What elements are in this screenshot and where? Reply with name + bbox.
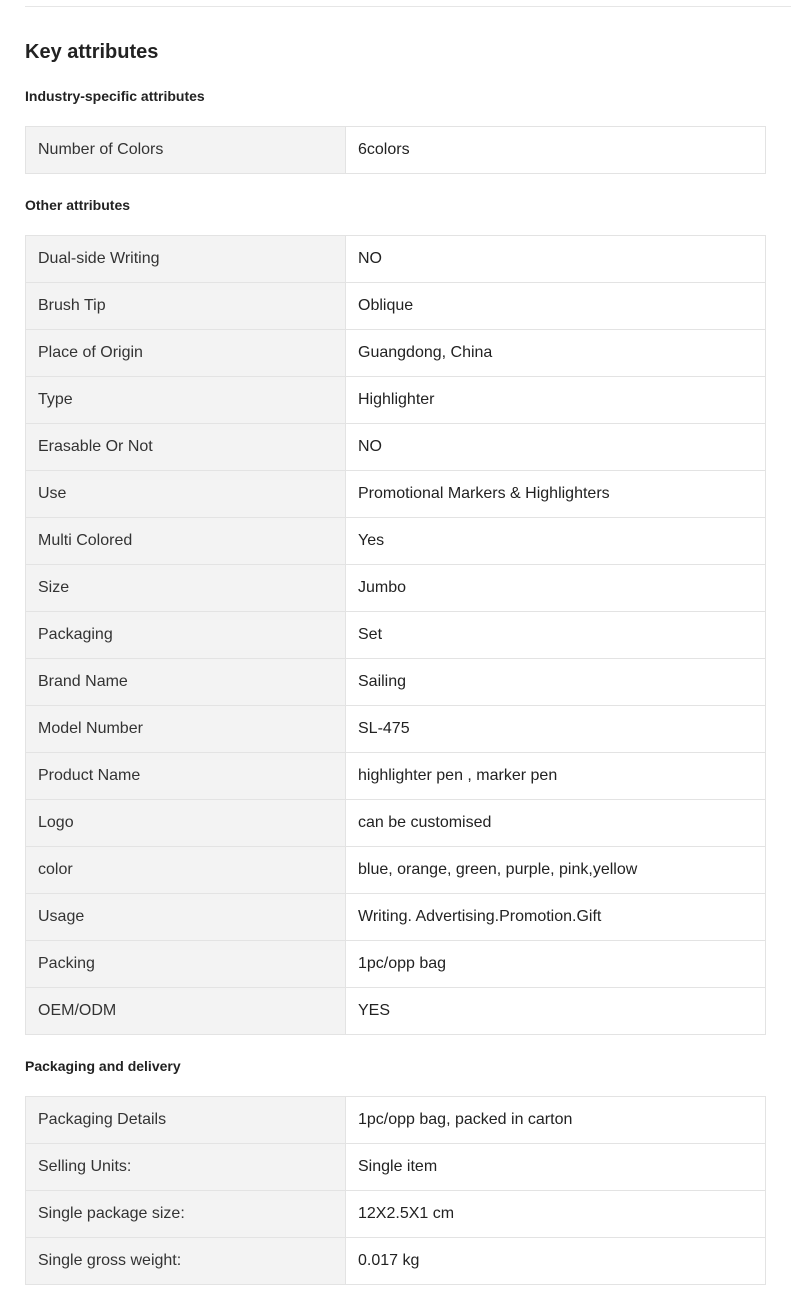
attribute-value: 6colors — [346, 127, 766, 174]
attribute-name: Packaging Details — [26, 1097, 346, 1144]
attribute-value: 0.017 kg — [346, 1238, 766, 1285]
attribute-name: Number of Colors — [26, 127, 346, 174]
attribute-name: Product Name — [26, 753, 346, 800]
attribute-value: Yes — [346, 518, 766, 565]
attribute-value: highlighter pen , marker pen — [346, 753, 766, 800]
attribute-row — [26, 1144, 766, 1191]
attribute-name: Size — [26, 565, 346, 612]
attribute-name: Dual-side Writing — [26, 236, 346, 283]
attribute-name: Single package size: — [26, 1191, 346, 1238]
attribute-value: Set — [346, 612, 766, 659]
attribute-name: Place of Origin — [26, 330, 346, 377]
attribute-value: YES — [346, 988, 766, 1035]
attribute-row — [26, 706, 766, 753]
attribute-name: Brush Tip — [26, 283, 346, 330]
section-heading-industry: Industry-specific attributes — [25, 88, 205, 104]
attribute-row — [26, 1191, 766, 1238]
attribute-row — [26, 1238, 766, 1285]
attribute-value: blue, orange, green, purple, pink,yellow — [346, 847, 766, 894]
attribute-value: 12X2.5X1 cm — [346, 1191, 766, 1238]
attribute-name: Selling Units: — [26, 1144, 346, 1191]
attribute-name: Usage — [26, 894, 346, 941]
attribute-row — [26, 283, 766, 330]
attribute-value: can be customised — [346, 800, 766, 847]
attribute-value: Oblique — [346, 283, 766, 330]
attribute-value: Jumbo — [346, 565, 766, 612]
attribute-row — [26, 612, 766, 659]
attribute-row — [26, 236, 766, 283]
attribute-row — [26, 753, 766, 800]
attribute-name: Brand Name — [26, 659, 346, 706]
attribute-row — [26, 659, 766, 706]
attribute-row — [26, 800, 766, 847]
attribute-value: Writing. Advertising.Promotion.Gift — [346, 894, 766, 941]
attributes-table-other — [25, 235, 766, 1035]
attribute-value: Guangdong, China — [346, 330, 766, 377]
attribute-value: SL-475 — [346, 706, 766, 753]
attribute-row — [26, 565, 766, 612]
attribute-name: Erasable Or Not — [26, 424, 346, 471]
attribute-value: Highlighter — [346, 377, 766, 424]
attribute-row — [26, 1097, 766, 1144]
attribute-value: Promotional Markers & Highlighters — [346, 471, 766, 518]
section-heading-other: Other attributes — [25, 197, 131, 213]
attribute-value: 1pc/opp bag — [346, 941, 766, 988]
attribute-row — [26, 941, 766, 988]
attribute-row — [26, 471, 766, 518]
attribute-value: NO — [346, 236, 766, 283]
attributes-table-industry — [25, 126, 766, 174]
attribute-name: Packing — [26, 941, 346, 988]
attribute-name: Logo — [26, 800, 346, 847]
section-heading-packaging: Packaging and delivery — [25, 1058, 181, 1074]
attribute-value: Sailing — [346, 659, 766, 706]
attribute-name: Model Number — [26, 706, 346, 753]
attribute-row — [26, 330, 766, 377]
page-title: Key attributes — [25, 41, 159, 63]
top-divider — [25, 6, 791, 7]
attribute-name: Type — [26, 377, 346, 424]
attribute-value: 1pc/opp bag, packed in carton — [346, 1097, 766, 1144]
attribute-name: Use — [26, 471, 346, 518]
attribute-name: color — [26, 847, 346, 894]
attributes-table-packaging — [25, 1096, 766, 1285]
attribute-row — [26, 424, 766, 471]
attribute-row — [26, 894, 766, 941]
attribute-row — [26, 518, 766, 565]
attribute-row — [26, 377, 766, 424]
attribute-row — [26, 847, 766, 894]
attribute-name: Multi Colored — [26, 518, 346, 565]
attribute-name: Single gross weight: — [26, 1238, 346, 1285]
attribute-value: Single item — [346, 1144, 766, 1191]
attribute-row — [26, 127, 766, 174]
attribute-value: NO — [346, 424, 766, 471]
attribute-name: Packaging — [26, 612, 346, 659]
attribute-row — [26, 988, 766, 1035]
attribute-name: OEM/ODM — [26, 988, 346, 1035]
